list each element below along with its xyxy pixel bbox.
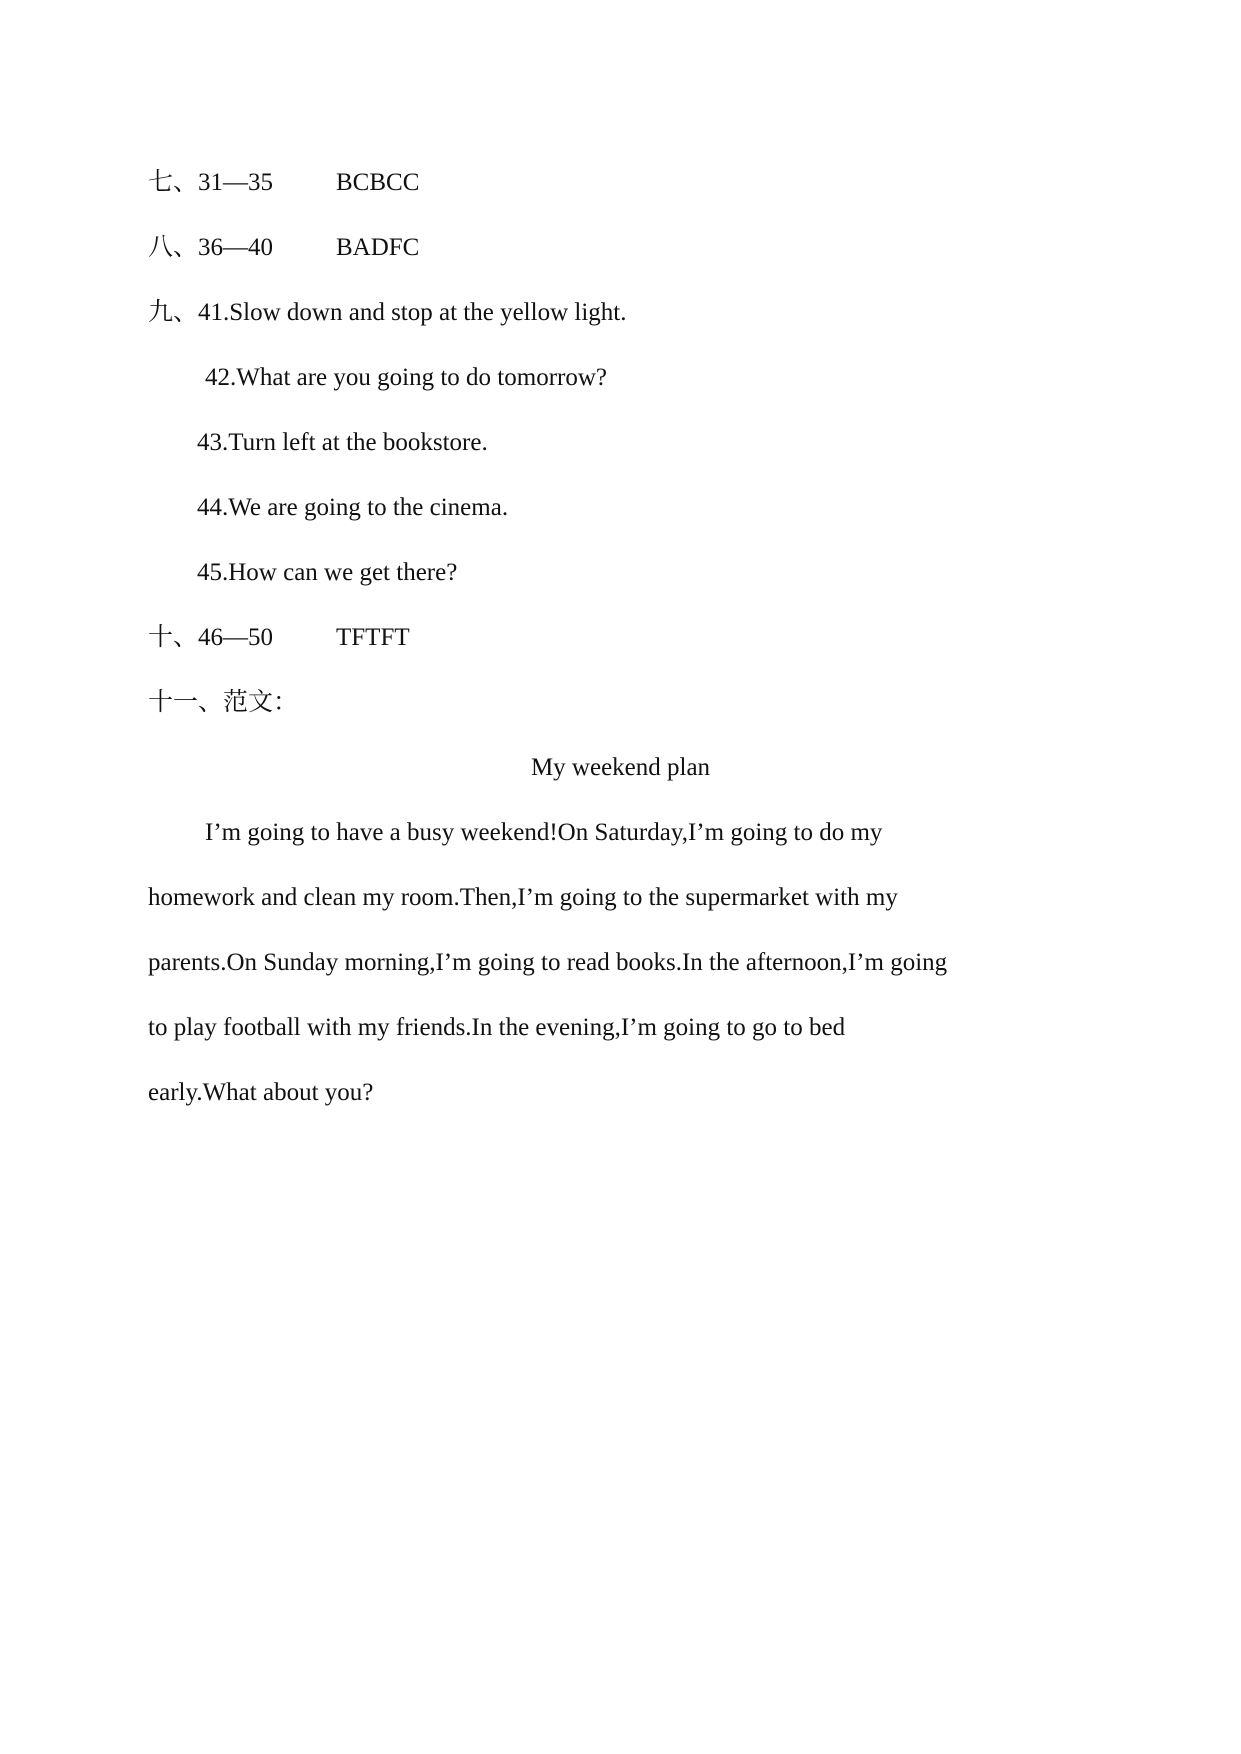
- answer-row-7: [148, 168, 420, 198]
- answer-row-10: [148, 623, 410, 653]
- answer-row-8: [148, 233, 420, 263]
- section-9-label: 九、: [148, 299, 199, 326]
- sentence-45: 45.How can we get there?: [197, 559, 458, 586]
- essay-line: homework and clean my room.Then,I’m going to the supermarket with my: [148, 884, 898, 911]
- answer-label: 八、36—40: [148, 234, 274, 261]
- answer-value: BADFC: [336, 234, 420, 261]
- sentence-41: 41.Slow down and stop at the yellow light.: [198, 299, 627, 326]
- essay-line: early.What about you?: [148, 1079, 374, 1106]
- answer-value: TFTFT: [336, 624, 410, 651]
- answer-label: 十、46—50: [148, 624, 274, 651]
- answer-value: BCBCC: [336, 169, 420, 196]
- answer-label: 七、31—35: [148, 169, 274, 196]
- sentence-43: 43.Turn left at the bookstore.: [197, 429, 488, 456]
- essay-line: I’m going to have a busy weekend!On Saturday,I’m going to do my: [205, 819, 883, 846]
- section-11-label: 十一、范文：: [148, 689, 299, 716]
- essay-title: My weekend plan: [530, 754, 711, 781]
- sentence-42: 42.What are you going to do tomorrow?: [205, 364, 607, 391]
- essay-line: parents.On Sunday morning,I’m going to read books.In the afternoon,I’m going: [148, 949, 948, 976]
- section-9-row: [148, 298, 626, 328]
- essay-line: to play football with my friends.In the evening,I’m going to go to bed: [148, 1014, 846, 1041]
- sentence-44: 44.We are going to the cinema.: [197, 494, 509, 521]
